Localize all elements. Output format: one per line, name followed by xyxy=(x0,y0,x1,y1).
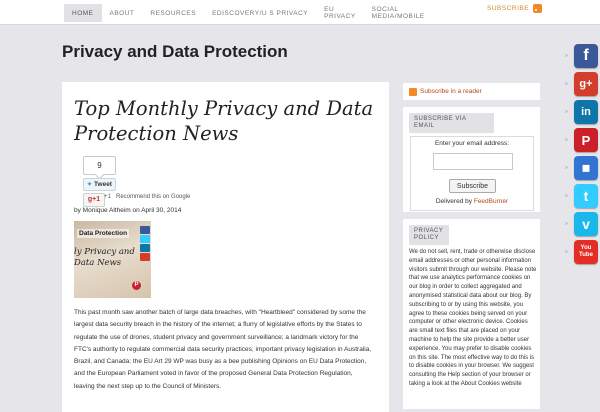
social-item-facebook[interactable] xyxy=(565,43,600,70)
delivered-by-prefix: Delivered by xyxy=(435,198,472,205)
nav-eu-privacy-line-1: EU xyxy=(324,6,335,13)
vimeo-icon[interactable]: v xyxy=(574,212,598,236)
nav-eu-privacy[interactable] xyxy=(316,4,364,22)
delicious-icon[interactable]: ◼ xyxy=(574,156,598,180)
youtube-icon[interactable]: You Tube xyxy=(574,240,598,264)
top-navigation-bar xyxy=(0,0,600,25)
tweet-label: Tweet xyxy=(94,181,112,188)
arrow-icon: » xyxy=(565,249,568,255)
post-body-text: This past month saw another batch of large data breaches, with "Heartbleed" considered by some the largest data security breach in the history of the internet; a flurry of legislative efforts by the States to regulate the use of drones, student privacy and government surveillance; a landmark victory for the FTC's authority to regulate commercial data security practices; important privacy legislation in Australia, Brazil, and Canada; the EU Art 29 WP was busy as a bee publishing Opinions on EU Data Protection, and the European Parliament voted in favor of the proposed General Data Protection Regulation, leaving the next step up to the Council of Ministers. xyxy=(74,309,372,390)
social-item-twitter[interactable] xyxy=(565,183,600,210)
arrow-icon: » xyxy=(565,193,568,199)
google-plus-one-button[interactable]: g+1 xyxy=(83,193,105,207)
twitter-bird-icon: ✦ xyxy=(87,182,93,188)
email-field-label: Enter your email address: xyxy=(434,140,510,147)
post-byline: by Monique Altheim on April 30, 2014 xyxy=(74,207,182,214)
email-input[interactable] xyxy=(433,153,513,170)
social-item-linkedin[interactable] xyxy=(565,99,600,126)
image-caption-text: ly Privacy and Data News xyxy=(74,247,135,268)
social-item-youtube[interactable] xyxy=(565,239,600,266)
privacy-heading-line-1: PRIVACY xyxy=(414,228,444,234)
privacy-policy-text: We do not sell, rent, trade or otherwise disclose email addresses or other personal information visitors submit through our website. Please note that we use analytics performance cookies on our blog in order to collect aggregated and anonymised statistical data about our blog. By subscribing to or by using this website, you agree to these cookies being served on your computer or other electronic device. Cookies are small text files that are placed on your machine to help the site provide a better user experience. You may prefer to disable cookies on this site. The most effective way to do this is to disable cookies in your browser. We suggest consulting the Help section of your browser or taking a look at the About Cookies website xyxy=(409,249,537,387)
email-heading-line-1: SUBSCRIBE VIA xyxy=(414,116,467,122)
pinterest-pin-icon: P xyxy=(132,281,141,290)
privacy-widget-heading xyxy=(409,225,449,245)
subscribe-button[interactable]: Subscribe xyxy=(449,179,496,193)
subscribe-top-link[interactable] xyxy=(487,4,542,13)
google-plus-count: +1 xyxy=(104,194,111,200)
facebook-icon[interactable]: f xyxy=(574,44,598,68)
delivered-by-text xyxy=(411,198,533,205)
image-social-icons xyxy=(140,226,150,261)
google-plus-recommend-text: Recommend this on Google xyxy=(116,194,191,200)
main-content xyxy=(62,82,389,412)
image-facebook-icon xyxy=(140,226,150,234)
tweet-button[interactable] xyxy=(83,178,116,191)
nav-social-line-2: MEDIA/MOBILE xyxy=(371,13,425,20)
nav-about[interactable]: ABOUT xyxy=(109,9,135,17)
twitter-icon[interactable]: t xyxy=(574,184,598,208)
image-heading-text: Data Protection xyxy=(79,230,128,237)
subscribe-top-label: SUBSCRIBE xyxy=(487,5,530,12)
nav-resources[interactable]: RESOURCES xyxy=(150,9,197,17)
google-plus-icon[interactable]: g+ xyxy=(574,72,598,96)
rss-feed-icon xyxy=(409,88,417,96)
arrow-icon: » xyxy=(565,165,568,171)
rss-icon xyxy=(533,4,542,13)
nav-eu-privacy-line-2: PRIVACY xyxy=(324,13,356,20)
arrow-icon: » xyxy=(565,137,568,143)
subscribe-in-reader-link[interactable]: Subscribe in a reader xyxy=(420,88,482,95)
image-gplus-icon xyxy=(140,253,150,261)
email-subscribe-widget xyxy=(403,107,540,212)
pinterest-icon[interactable]: P xyxy=(574,128,598,152)
email-widget-heading xyxy=(409,113,494,133)
subscribe-in-reader-widget[interactable] xyxy=(403,83,540,100)
nav-home[interactable]: HOME xyxy=(64,4,102,22)
image-twitter-icon xyxy=(140,235,150,243)
share-count-box: 9 xyxy=(83,156,116,175)
privacy-heading-line-2: POLICY xyxy=(414,235,440,241)
site-title[interactable]: Privacy and Data Protection xyxy=(62,42,288,61)
nav-social-line-1: SOCIAL xyxy=(371,6,399,13)
linkedin-icon[interactable]: in xyxy=(574,100,598,124)
post-title[interactable]: Top Monthly Privacy and Data Protection News xyxy=(74,97,374,145)
social-item-google-plus[interactable] xyxy=(565,71,600,98)
image-linkedin-icon xyxy=(140,244,150,252)
social-item-pinterest[interactable] xyxy=(565,127,600,154)
arrow-icon: » xyxy=(565,81,568,87)
main-nav xyxy=(64,4,433,22)
nav-social-media-mobile[interactable] xyxy=(364,4,433,22)
arrow-icon: » xyxy=(565,221,568,227)
social-item-vimeo[interactable] xyxy=(565,211,600,238)
privacy-policy-widget xyxy=(403,219,540,409)
arrow-icon: » xyxy=(565,109,568,115)
nav-ediscovery-us-privacy[interactable]: EDISCOVERY/U S PRIVACY xyxy=(212,9,309,17)
feedburner-link[interactable]: FeedBurner xyxy=(473,198,509,205)
email-subscribe-form xyxy=(410,136,534,211)
post-featured-image[interactable] xyxy=(74,221,151,298)
arrow-icon: » xyxy=(565,53,568,59)
email-heading-line-2: EMAIL xyxy=(414,123,435,129)
social-item-delicious[interactable] xyxy=(565,155,600,182)
